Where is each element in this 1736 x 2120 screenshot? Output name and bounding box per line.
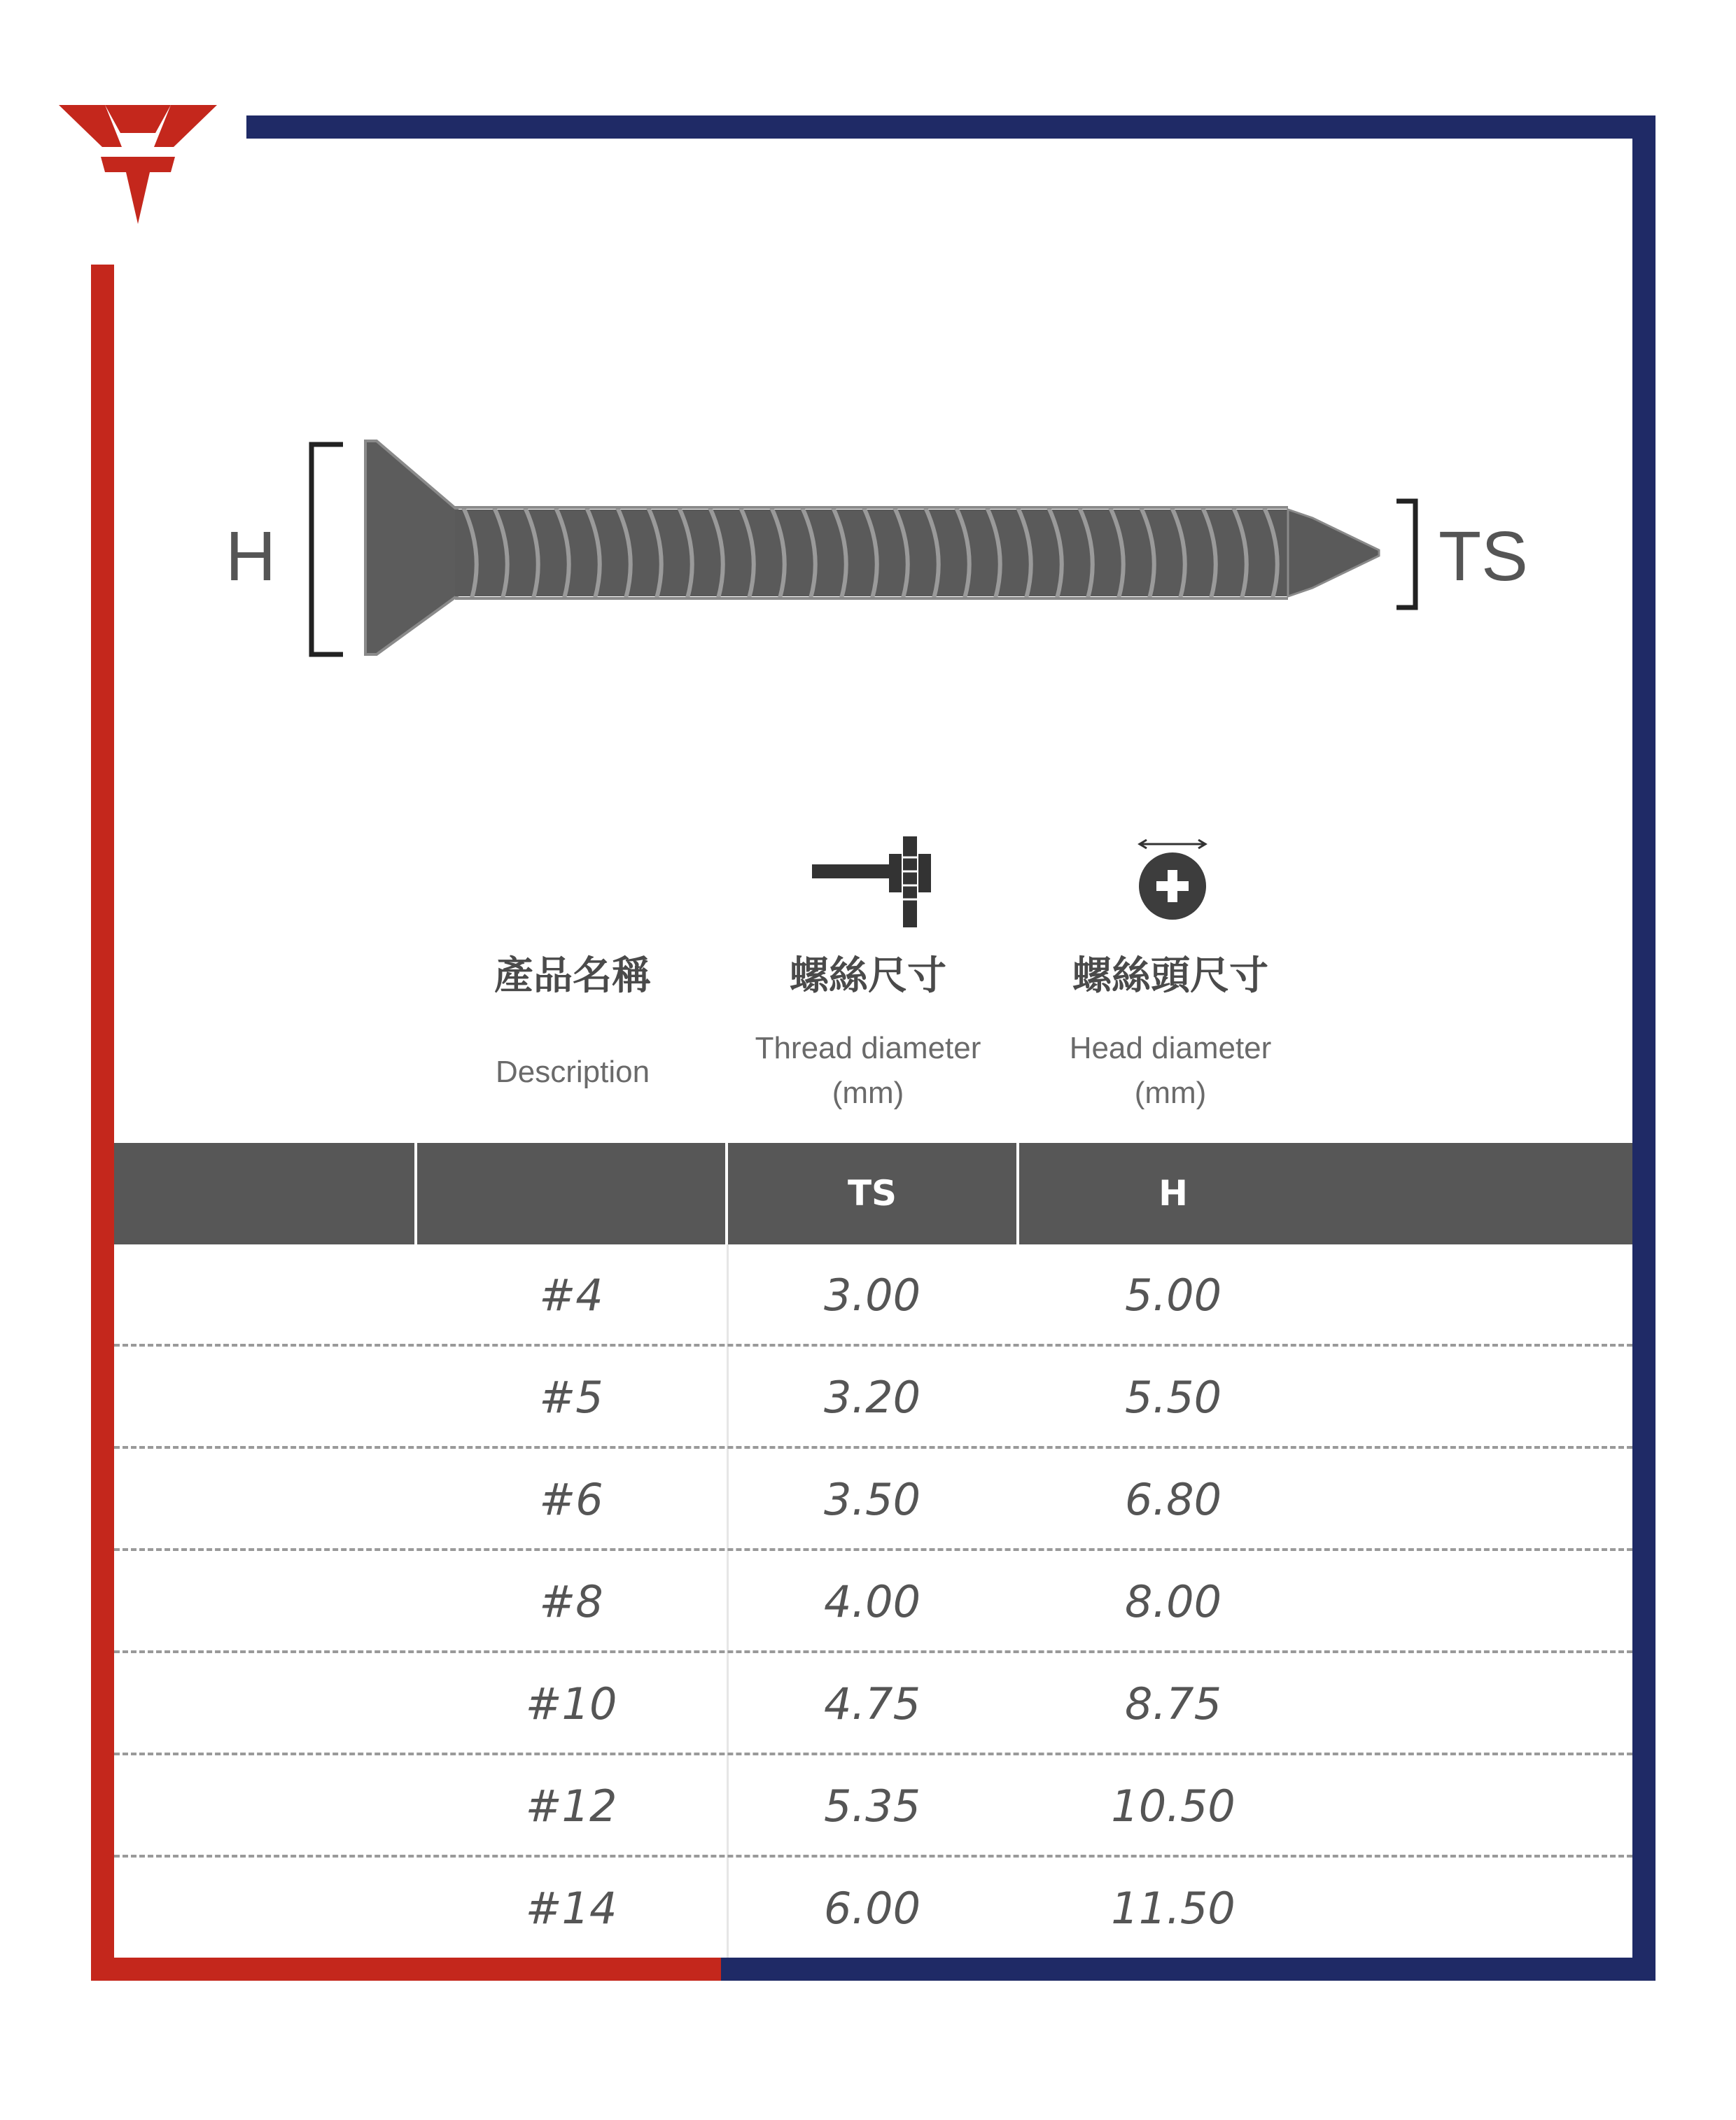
head-header-unit: (mm) bbox=[1134, 1076, 1207, 1110]
table-row bbox=[114, 1551, 1632, 1653]
head-header-en: Head diameter bbox=[1069, 1031, 1272, 1065]
h-cell: 11.50 bbox=[1111, 1883, 1236, 1934]
table-row bbox=[114, 1449, 1632, 1551]
ts-cell: 4.75 bbox=[823, 1678, 921, 1729]
size-cell: #6 bbox=[539, 1474, 603, 1525]
thread-header-zh: 螺絲尺寸 bbox=[790, 953, 946, 999]
description-header-en: Description bbox=[495, 1055, 650, 1089]
table-header-ts: TS bbox=[847, 1173, 897, 1214]
size-cell: #14 bbox=[525, 1883, 617, 1934]
table-row bbox=[114, 1653, 1632, 1755]
thread-header-en: Thread diameter bbox=[755, 1031, 981, 1065]
h-cell: 10.50 bbox=[1111, 1781, 1236, 1832]
table-row bbox=[114, 1347, 1632, 1449]
thread-gauge-icon bbox=[812, 836, 938, 927]
h-cell: 6.80 bbox=[1124, 1474, 1222, 1525]
ts-cell: 4.00 bbox=[823, 1576, 921, 1627]
frame-right-border bbox=[1632, 115, 1656, 1981]
h-cell: 5.00 bbox=[1124, 1270, 1222, 1321]
h-cell: 5.50 bbox=[1124, 1372, 1222, 1423]
frame-bottom-border-red bbox=[91, 1958, 721, 1981]
size-cell: #4 bbox=[539, 1270, 603, 1321]
phillips-head-icon bbox=[1134, 838, 1211, 922]
ts-cell: 6.00 bbox=[823, 1883, 921, 1934]
size-cell: #5 bbox=[539, 1372, 603, 1423]
size-cell: #10 bbox=[525, 1678, 617, 1729]
screw-diagram bbox=[217, 413, 1547, 693]
table-row bbox=[114, 1755, 1632, 1858]
ts-cell: 5.35 bbox=[823, 1781, 921, 1832]
h-cell: 8.00 bbox=[1124, 1576, 1222, 1627]
ts-cell: 3.50 bbox=[823, 1474, 921, 1525]
size-cell: #8 bbox=[539, 1576, 603, 1627]
ts-cell: 3.20 bbox=[823, 1372, 921, 1423]
size-cell: #12 bbox=[525, 1781, 617, 1832]
description-header-zh: 產品名稱 bbox=[494, 953, 651, 999]
h-cell: 8.75 bbox=[1124, 1678, 1222, 1729]
frame-bottom-border-blue bbox=[721, 1958, 1656, 1981]
head-dimension-label: H bbox=[225, 517, 276, 596]
table-header-h: H bbox=[1158, 1173, 1188, 1214]
table-row bbox=[114, 1858, 1632, 1960]
thread-dimension-label: TS bbox=[1438, 517, 1528, 596]
head-header-zh: 螺絲頭尺寸 bbox=[1072, 953, 1268, 999]
table-row bbox=[114, 1244, 1632, 1347]
table-header-description bbox=[417, 1143, 725, 1244]
thread-header-unit: (mm) bbox=[832, 1076, 904, 1110]
ts-cell: 3.00 bbox=[823, 1270, 921, 1321]
brand-logo-icon bbox=[59, 105, 217, 224]
frame-top-border bbox=[246, 115, 1656, 139]
frame-left-border bbox=[91, 265, 114, 1981]
